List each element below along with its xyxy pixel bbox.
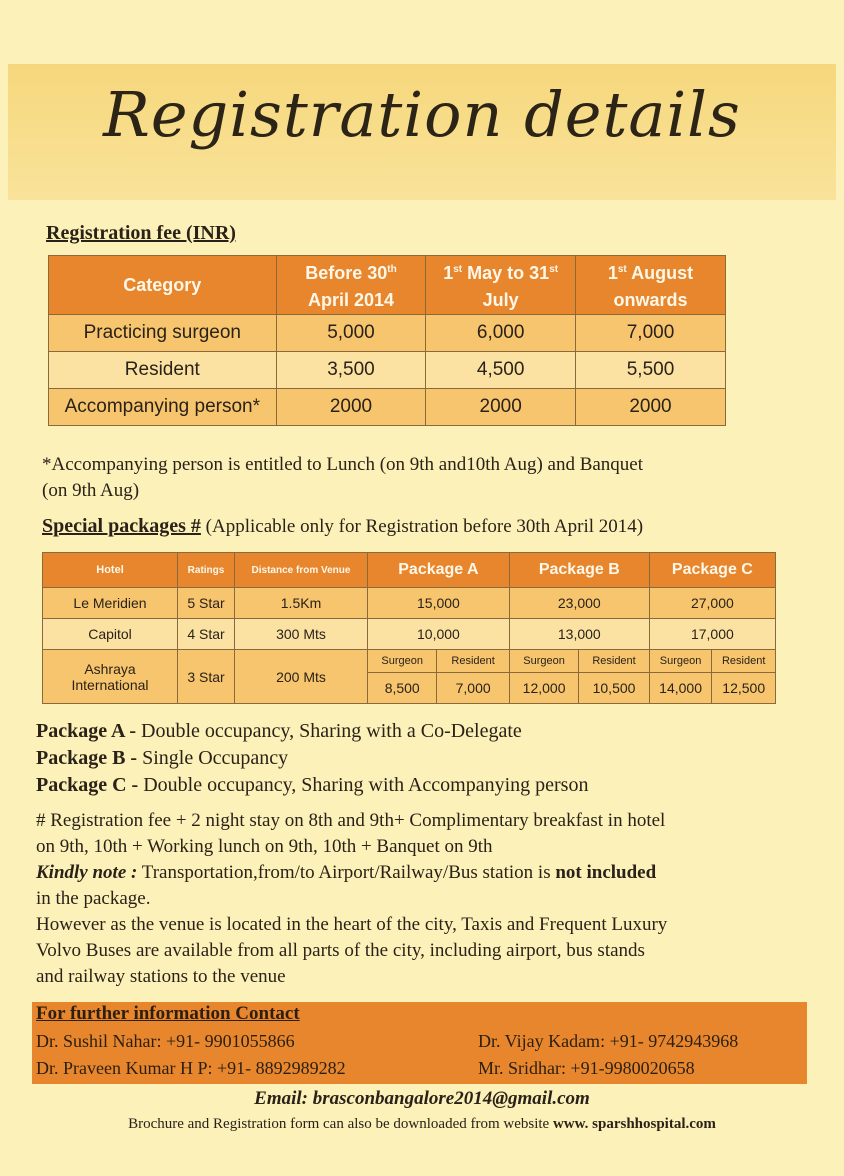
sub-header-resident: Resident: [437, 650, 509, 673]
contact-sushil: Dr. Sushil Nahar: +91- 9901055866: [36, 1031, 295, 1051]
registration-fee-table: [48, 255, 726, 426]
header-august: 1st August onwards: [575, 256, 725, 315]
hotel-rating: 3 Star: [178, 650, 235, 704]
package-row: [43, 588, 776, 619]
packages-heading-line: [42, 515, 643, 538]
page-title: Registration details: [103, 78, 741, 151]
fee-row: [49, 389, 726, 426]
fee-row: [49, 352, 726, 389]
header-ratings: Ratings: [178, 553, 235, 588]
package-c-description: Package C - Double occupancy, Sharing with Accompanying person: [36, 774, 589, 796]
fee-value: 4,500: [426, 352, 576, 389]
package-a-resident: 7,000: [437, 673, 509, 704]
header-category: Category: [49, 256, 277, 315]
email-line: Email: brasconbangalore2014@gmail.com: [254, 1088, 590, 1109]
accompanying-note: *Accompanying person is entitled to Lunch (on 9th and10th Aug) and Banquet (on 9th Aug): [42, 454, 644, 501]
package-a-price: 15,000: [368, 588, 510, 619]
package-a-surgeon: 8,500: [368, 673, 437, 704]
sub-header-resident: Resident: [712, 650, 776, 673]
website-link[interactable]: www. sparshhospital.com: [552, 1116, 716, 1132]
fee-value: 5,500: [575, 352, 725, 389]
package-b-description: Package B - Single Occupancy: [36, 747, 289, 769]
package-descriptions: [36, 718, 806, 799]
hotel-name: Le Meridien: [43, 588, 178, 619]
fee-category: Resident: [49, 352, 277, 389]
fee-category: Practicing surgeon: [49, 315, 277, 352]
contact-sridhar: Mr. Sridhar: +91-9980020658: [478, 1058, 695, 1078]
hotel-name: Capitol: [43, 619, 178, 650]
sub-header-surgeon: Surgeon: [509, 650, 578, 673]
fee-heading: Registration fee (INR): [46, 222, 236, 244]
hotel-distance: 300 Mts: [235, 619, 368, 650]
package-b-surgeon: 12,000: [509, 673, 578, 704]
packages-subheading: (Applicable only for Registration before 30th April 2014): [200, 516, 644, 537]
fee-value: 5,000: [276, 315, 426, 352]
header-package-b: Package B: [509, 553, 649, 588]
package-a-price: 10,000: [368, 619, 510, 650]
package-row: [43, 619, 776, 650]
package-c-surgeon: 14,000: [649, 673, 712, 704]
package-c-resident: 12,500: [712, 673, 776, 704]
header-hotel: Hotel: [43, 553, 178, 588]
sub-header-surgeon: Surgeon: [368, 650, 437, 673]
packages-heading: Special packages #: [42, 515, 201, 537]
hotel-name: Ashraya International: [43, 650, 178, 704]
footer-line: Brochure and Registration form can also be downloaded from website www. sparshhospital.com: [128, 1116, 716, 1132]
sub-header-resident: Resident: [579, 650, 649, 673]
contact-heading: For further information Contact: [36, 1003, 300, 1024]
sub-header-surgeon: Surgeon: [649, 650, 712, 673]
fee-value: 2000: [575, 389, 725, 426]
package-b-resident: 10,500: [579, 673, 649, 704]
fee-value: 2000: [426, 389, 576, 426]
inclusions-text: # Registration fee + 2 night stay on 8th and 9th+ Complimentary breakfast in hotel on 9th, 10th + Working lunch on 9th, 10th + Banquet on 9th Kindly note : Transportation,from/to Airport/Railway/Bus station is not included in the package. However as the venue is located in the heart of the city, Taxis and Frequent Luxury Volvo Buses are available from all parts of the city, including airport, bus stands and railway stations to the venue: [36, 808, 806, 990]
package-c-price: 17,000: [649, 619, 775, 650]
header-package-a: Package A: [368, 553, 510, 588]
contact-vijay: Dr. Vijay Kadam: +91- 9742943968: [478, 1031, 739, 1051]
package-b-price: 13,000: [509, 619, 649, 650]
package-c-price: 27,000: [649, 588, 775, 619]
fee-category: Accompanying person*: [49, 389, 277, 426]
package-a-description: Package A - Double occupancy, Sharing with a Co-Delegate: [36, 720, 522, 742]
hotel-distance: 1.5Km: [235, 588, 368, 619]
fee-value: 6,000: [426, 315, 576, 352]
header-before-april: Before 30th April 2014: [276, 256, 426, 315]
special-packages-table: [42, 552, 776, 704]
header-package-c: Package C: [649, 553, 775, 588]
header-may-july: 1st May to 31st July: [426, 256, 576, 315]
package-row-ashraya: [43, 650, 776, 673]
hotel-rating: 5 Star: [178, 588, 235, 619]
kindly-note: Kindly note : Transportation,from/to Airport/Railway/Bus station is not included: [36, 862, 657, 883]
hotel-rating: 4 Star: [178, 619, 235, 650]
fee-value: 7,000: [575, 315, 725, 352]
contact-praveen: Dr. Praveen Kumar H P: +91- 8892989282: [36, 1058, 346, 1078]
fee-value: 3,500: [276, 352, 426, 389]
hotel-distance: 200 Mts: [235, 650, 368, 704]
package-b-price: 23,000: [509, 588, 649, 619]
fee-value: 2000: [276, 389, 426, 426]
header-distance: Distance from Venue: [235, 553, 368, 588]
fee-row: [49, 315, 726, 352]
